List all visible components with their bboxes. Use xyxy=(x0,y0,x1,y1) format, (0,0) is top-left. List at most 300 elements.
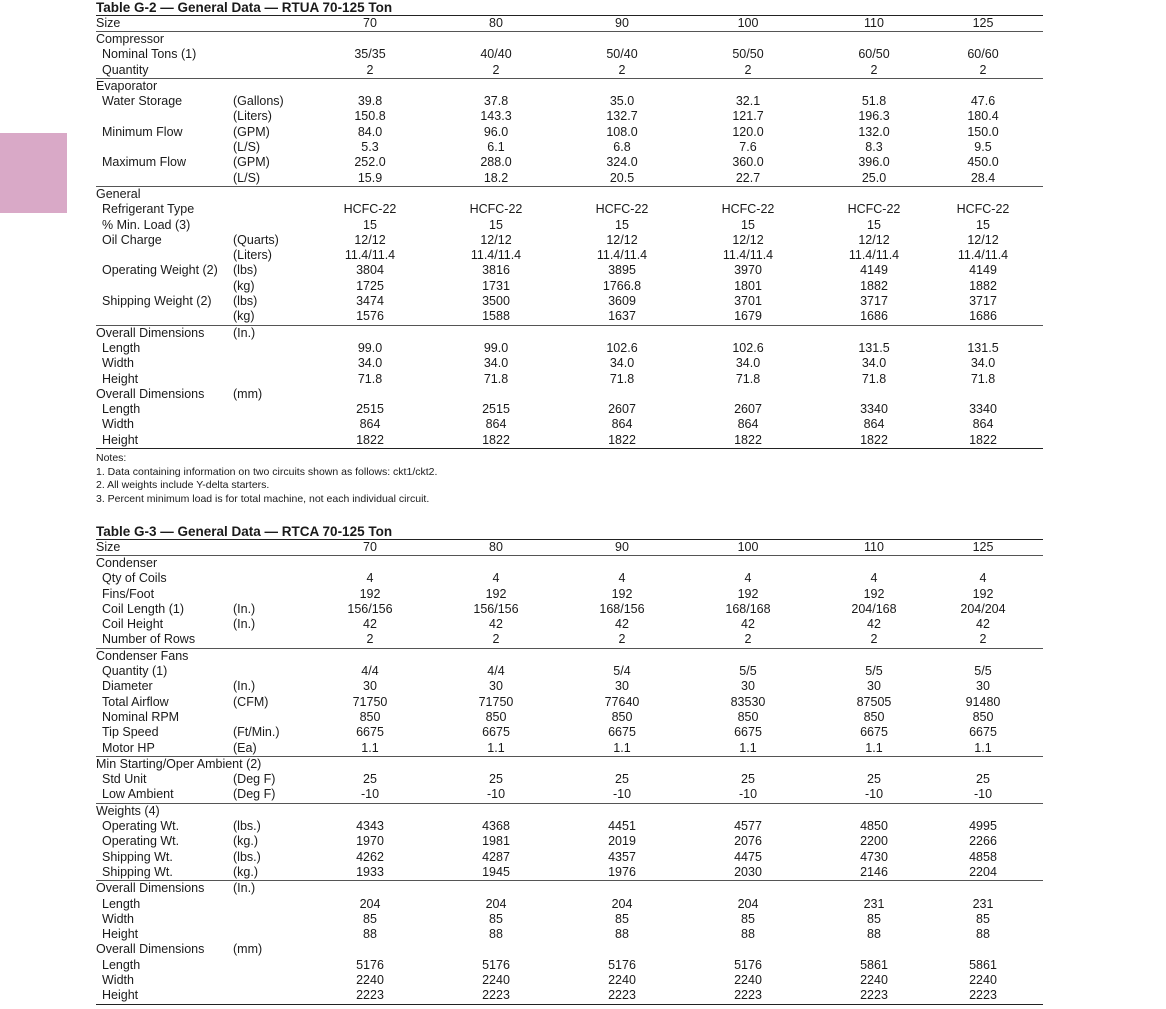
note-item: 3. Percent minimum load is for total machine, not each individual circuit. xyxy=(96,492,430,505)
table-title: Table G-3 — General Data — RTCA 70-125 Ton xyxy=(96,524,393,539)
section-title: Condenser xyxy=(96,556,158,570)
table-row xyxy=(96,865,1043,880)
cell-value: 864 xyxy=(737,417,759,432)
row-unit: (Quarts) xyxy=(233,232,279,247)
table-g2 xyxy=(96,0,1043,449)
cell-value: 2223 xyxy=(734,988,762,1003)
cell-value: 1637 xyxy=(608,309,636,324)
cell-value: 2240 xyxy=(860,973,888,988)
row-label: Operating Wt. xyxy=(102,834,180,849)
cell-value: 1686 xyxy=(860,309,888,324)
table-row xyxy=(96,772,1043,787)
size-header-row xyxy=(96,15,1043,32)
cell-value: 2 xyxy=(979,62,987,77)
cell-value: 85 xyxy=(976,911,990,926)
cell-value: 4149 xyxy=(969,263,997,278)
cell-value: 60/50 xyxy=(858,47,890,62)
table-row xyxy=(96,155,1043,170)
table-row xyxy=(96,279,1043,294)
cell-value: 3816 xyxy=(482,263,510,278)
cell-value: 204 xyxy=(737,896,759,911)
row-label: Shipping Wt. xyxy=(102,864,173,879)
cell-value: 1731 xyxy=(482,278,510,293)
section-title: General xyxy=(96,186,141,201)
cell-value: 231 xyxy=(863,896,885,911)
table-row xyxy=(96,63,1043,78)
cell-value: 85 xyxy=(867,911,881,926)
cell-value: 1725 xyxy=(356,278,384,293)
row-label: Refrigerant Type xyxy=(102,202,195,217)
row-label: Length xyxy=(102,957,141,972)
table-row xyxy=(96,587,1043,602)
cell-value: 32.1 xyxy=(735,94,761,109)
table-row xyxy=(96,109,1043,124)
row-label: Width xyxy=(102,356,134,371)
table-row xyxy=(96,171,1043,186)
cell-value: 204 xyxy=(485,896,507,911)
cell-value: 3340 xyxy=(969,402,997,417)
table-row xyxy=(96,248,1043,263)
cell-value: 156/156 xyxy=(473,601,519,616)
table-row xyxy=(96,695,1043,710)
cell-value: 192 xyxy=(359,586,381,601)
cell-value: 2 xyxy=(744,632,752,647)
cell-value: 12/12 xyxy=(732,232,764,247)
cell-value: 11.4/11.4 xyxy=(344,248,396,263)
row-unit: (kg.) xyxy=(233,864,258,879)
cell-value: HCFC-22 xyxy=(595,202,649,217)
cell-value: 2240 xyxy=(608,973,636,988)
cell-value: 3609 xyxy=(608,294,636,309)
table-row xyxy=(96,834,1043,849)
row-label: Height xyxy=(102,927,139,942)
row-label: Nominal RPM xyxy=(102,709,180,724)
cell-value: 4357 xyxy=(608,849,636,864)
cell-value: 156/156 xyxy=(347,601,393,616)
size-value: 80 xyxy=(489,16,503,30)
cell-value: 12/12 xyxy=(480,232,512,247)
cell-value: 35/35 xyxy=(354,47,386,62)
cell-value: 1576 xyxy=(356,309,384,324)
cell-value: 4262 xyxy=(356,849,384,864)
cell-value: 360.0 xyxy=(732,155,764,170)
row-unit: (L/S) xyxy=(233,140,261,155)
cell-value: 91480 xyxy=(965,694,1001,709)
cell-value: 3500 xyxy=(482,294,510,309)
cell-value: 42 xyxy=(976,617,990,632)
row-unit: (lbs.) xyxy=(233,849,261,864)
cell-value: 96.0 xyxy=(483,124,509,139)
cell-value: 34.0 xyxy=(861,356,887,371)
cell-value: 42 xyxy=(615,617,629,632)
cell-value: 108.0 xyxy=(606,124,638,139)
cell-value: 1.1 xyxy=(361,740,379,755)
cell-value: 5/4 xyxy=(613,664,631,679)
cell-value: 5176 xyxy=(482,957,510,972)
section-header xyxy=(96,803,1043,819)
cell-value: 2266 xyxy=(969,834,997,849)
cell-value: 6675 xyxy=(356,725,384,740)
cell-value: 204/204 xyxy=(960,601,1006,616)
row-label: Quantity (1) xyxy=(102,664,168,679)
row-label: Maximum Flow xyxy=(102,155,187,170)
cell-value: 1882 xyxy=(860,278,888,293)
row-label: Low Ambient xyxy=(102,787,174,802)
cell-value: 12/12 xyxy=(967,232,999,247)
size-value: 70 xyxy=(363,540,377,554)
cell-value: 4 xyxy=(366,571,374,586)
cell-value: 12/12 xyxy=(354,232,386,247)
cell-value: 1822 xyxy=(734,432,762,447)
cell-value: 4730 xyxy=(860,849,888,864)
size-value: 110 xyxy=(864,16,884,30)
section-title: Overall Dimensions xyxy=(96,881,205,896)
cell-value: 11.4/11.4 xyxy=(722,248,774,263)
table-row xyxy=(96,617,1043,632)
cell-value: 850 xyxy=(359,709,381,724)
row-label: Coil Length (1) xyxy=(102,601,184,616)
row-label: Width xyxy=(102,417,134,432)
size-value: 90 xyxy=(615,540,629,554)
cell-value: 2240 xyxy=(969,973,997,988)
cell-value: 204/168 xyxy=(851,601,897,616)
cell-value: 1970 xyxy=(356,834,384,849)
cell-value: 60/60 xyxy=(967,47,999,62)
cell-value: 4577 xyxy=(734,819,762,834)
table-row xyxy=(96,602,1043,617)
cell-value: 3895 xyxy=(608,263,636,278)
table-row xyxy=(96,263,1043,278)
cell-value: 42 xyxy=(363,617,377,632)
cell-value: 168/156 xyxy=(599,601,645,616)
cell-value: 4368 xyxy=(482,819,510,834)
notes xyxy=(96,452,437,506)
cell-value: 2 xyxy=(870,632,878,647)
cell-value: 102.6 xyxy=(732,340,764,355)
cell-value: 88 xyxy=(976,927,990,942)
cell-value: 71.8 xyxy=(357,371,383,386)
size-header-row xyxy=(96,539,1043,556)
cell-value: 30 xyxy=(976,679,990,694)
row-unit: (In.) xyxy=(233,679,256,694)
cell-value: 4858 xyxy=(969,849,997,864)
cell-value: 2 xyxy=(366,62,374,77)
cell-value: 864 xyxy=(611,417,633,432)
cell-value: 9.5 xyxy=(974,140,992,155)
cell-value: 15 xyxy=(741,217,755,232)
table-row xyxy=(96,417,1043,432)
cell-value: HCFC-22 xyxy=(721,202,775,217)
row-label: Coil Height xyxy=(102,617,164,632)
cell-value: 1945 xyxy=(482,864,510,879)
row-unit: (L/S) xyxy=(233,170,261,185)
cell-value: 71750 xyxy=(478,694,514,709)
cell-value: 131.5 xyxy=(858,340,890,355)
cell-value: -10 xyxy=(864,787,884,802)
table-row xyxy=(96,218,1043,233)
table-row xyxy=(96,125,1043,140)
row-label: Width xyxy=(102,911,134,926)
cell-value: 88 xyxy=(615,927,629,942)
cell-value: 25 xyxy=(741,772,755,787)
cell-value: -10 xyxy=(486,787,506,802)
cell-value: 2076 xyxy=(734,834,762,849)
row-unit: (lbs) xyxy=(233,294,258,309)
cell-value: 2019 xyxy=(608,834,636,849)
table-row xyxy=(96,356,1043,371)
row-label: Length xyxy=(102,340,141,355)
cell-value: 5/5 xyxy=(974,664,992,679)
row-unit: (In.) xyxy=(233,601,256,616)
cell-value: 25 xyxy=(489,772,503,787)
cell-value: 15 xyxy=(489,217,503,232)
section-title: Evaporator xyxy=(96,78,158,93)
row-unit: (kg) xyxy=(233,278,255,293)
note-item: 2. All weights include Y-delta starters. xyxy=(96,479,270,492)
cell-value: 2 xyxy=(979,632,987,647)
table-row xyxy=(96,632,1043,647)
table-row xyxy=(96,140,1043,155)
note-item: 1. Data containing information on two circuits shown as follows: ckt1/ckt2. xyxy=(96,465,438,478)
row-unit: (kg.) xyxy=(233,834,258,849)
row-label: Water Storage xyxy=(102,94,183,109)
cell-value: 1981 xyxy=(482,834,510,849)
cell-value: 84.0 xyxy=(357,124,383,139)
table-row xyxy=(96,372,1043,387)
size-value: 110 xyxy=(864,540,884,554)
section-title: Overall Dimensions xyxy=(96,325,205,340)
cell-value: -10 xyxy=(738,787,758,802)
cell-value: 99.0 xyxy=(357,340,383,355)
cell-value: 2204 xyxy=(969,864,997,879)
table-row xyxy=(96,973,1043,988)
cell-value: 35.0 xyxy=(609,94,635,109)
cell-value: 2 xyxy=(492,62,500,77)
cell-value: 2240 xyxy=(482,973,510,988)
cell-value: 396.0 xyxy=(858,155,890,170)
cell-value: 196.3 xyxy=(858,109,890,124)
cell-value: 6675 xyxy=(734,725,762,740)
cell-value: 4287 xyxy=(482,849,510,864)
cell-value: 180.4 xyxy=(967,109,999,124)
cell-value: 2 xyxy=(618,632,626,647)
row-label: Width xyxy=(102,973,134,988)
size-label: Size xyxy=(96,16,121,30)
row-unit: (lbs) xyxy=(233,263,258,278)
cell-value: 5861 xyxy=(860,957,888,972)
cell-value: 204 xyxy=(359,896,381,911)
table-row xyxy=(96,233,1043,248)
section-header xyxy=(96,556,1043,571)
cell-value: 2 xyxy=(744,62,752,77)
section-unit: (In.) xyxy=(233,325,256,340)
table-row xyxy=(96,294,1043,309)
cell-value: 4149 xyxy=(860,263,888,278)
cell-value: 34.0 xyxy=(357,356,383,371)
table-g3 xyxy=(96,524,1043,1005)
cell-value: 1882 xyxy=(969,278,997,293)
cell-value: 4/4 xyxy=(487,664,505,679)
cell-value: 11.4/11.4 xyxy=(470,248,522,263)
cell-value: 11.4/11.4 xyxy=(596,248,648,263)
section-tab-marker xyxy=(0,133,67,213)
cell-value: 1822 xyxy=(860,432,888,447)
cell-value: 5/5 xyxy=(865,664,883,679)
cell-value: 1822 xyxy=(356,432,384,447)
cell-value: 192 xyxy=(972,586,994,601)
cell-value: 450.0 xyxy=(967,155,999,170)
cell-value: 85 xyxy=(489,911,503,926)
cell-value: 6675 xyxy=(482,725,510,740)
row-label: Oil Charge xyxy=(102,232,162,247)
cell-value: 132.0 xyxy=(858,124,890,139)
cell-value: 2223 xyxy=(860,988,888,1003)
section-title: Compressor xyxy=(96,32,165,46)
cell-value: 3804 xyxy=(356,263,384,278)
cell-value: 3717 xyxy=(969,294,997,309)
cell-value: -10 xyxy=(360,787,380,802)
table-row xyxy=(96,664,1043,679)
cell-value: 2223 xyxy=(482,988,510,1003)
cell-value: 2 xyxy=(870,62,878,77)
cell-value: 2 xyxy=(366,632,374,647)
table-bottom-rule xyxy=(96,448,1043,449)
cell-value: 143.3 xyxy=(480,109,512,124)
row-label: Total Airflow xyxy=(102,694,169,709)
cell-value: 4850 xyxy=(860,819,888,834)
cell-value: 2146 xyxy=(860,864,888,879)
row-label: Shipping Wt. xyxy=(102,849,173,864)
cell-value: 8.3 xyxy=(865,140,883,155)
cell-value: 1822 xyxy=(969,432,997,447)
section-header xyxy=(96,880,1043,896)
notes-heading: Notes: xyxy=(96,452,127,464)
size-value: 100 xyxy=(737,16,759,30)
row-label: Std Unit xyxy=(102,772,147,787)
section-header xyxy=(96,78,1043,94)
table-row xyxy=(96,94,1043,109)
cell-value: 30 xyxy=(363,679,377,694)
cell-value: 40/40 xyxy=(480,47,512,62)
row-label: Height xyxy=(102,988,139,1003)
cell-value: 150.0 xyxy=(967,124,999,139)
table-row xyxy=(96,402,1043,417)
row-label: Height xyxy=(102,432,139,447)
section-title: Weights (4) xyxy=(96,803,160,818)
cell-value: 4 xyxy=(492,571,500,586)
cell-value: 252.0 xyxy=(354,155,386,170)
cell-value: 34.0 xyxy=(970,356,996,371)
section-unit: (mm) xyxy=(233,942,263,957)
cell-value: 864 xyxy=(972,417,994,432)
table-row xyxy=(96,958,1043,973)
section-title: Overall Dimensions xyxy=(96,942,205,957)
table-row xyxy=(96,571,1043,586)
section-header xyxy=(96,32,1043,47)
row-label: Shipping Weight (2) xyxy=(102,294,212,309)
cell-value: 102.6 xyxy=(606,340,638,355)
cell-value: 850 xyxy=(611,709,633,724)
cell-value: 71.8 xyxy=(861,371,887,386)
section-header xyxy=(96,756,1043,772)
row-label: % Min. Load (3) xyxy=(102,217,191,232)
cell-value: 22.7 xyxy=(735,170,761,185)
cell-value: 6675 xyxy=(860,725,888,740)
cell-value: 30 xyxy=(489,679,503,694)
cell-value: 192 xyxy=(737,586,759,601)
cell-value: 4 xyxy=(744,571,752,586)
size-value: 100 xyxy=(737,540,759,554)
table-row xyxy=(96,912,1043,927)
cell-value: HCFC-22 xyxy=(343,202,397,217)
cell-value: 71.8 xyxy=(483,371,509,386)
cell-value: 2200 xyxy=(860,834,888,849)
cell-value: 3970 xyxy=(734,263,762,278)
size-value: 80 xyxy=(489,540,503,554)
cell-value: 7.6 xyxy=(739,140,757,155)
cell-value: 6.8 xyxy=(613,140,631,155)
cell-value: 1.1 xyxy=(739,740,757,755)
cell-value: 1686 xyxy=(969,309,997,324)
row-label: Operating Wt. xyxy=(102,819,180,834)
cell-value: 1679 xyxy=(734,309,762,324)
cell-value: 4451 xyxy=(608,819,636,834)
cell-value: 2515 xyxy=(482,402,510,417)
section-header xyxy=(96,325,1043,341)
cell-value: 50/50 xyxy=(732,47,764,62)
cell-value: 150.8 xyxy=(354,109,386,124)
cell-value: 1976 xyxy=(608,864,636,879)
section-header xyxy=(96,942,1043,957)
cell-value: HCFC-22 xyxy=(847,202,901,217)
table-row xyxy=(96,341,1043,356)
cell-value: 1588 xyxy=(482,309,510,324)
cell-value: 15 xyxy=(976,217,990,232)
row-label: Operating Weight (2) xyxy=(102,263,218,278)
cell-value: 1933 xyxy=(356,864,384,879)
cell-value: 12/12 xyxy=(858,232,890,247)
cell-value: 288.0 xyxy=(480,155,512,170)
cell-value: 5/5 xyxy=(739,664,757,679)
cell-value: 15.9 xyxy=(357,170,383,185)
table-row xyxy=(96,850,1043,865)
table-row xyxy=(96,787,1043,802)
cell-value: 1822 xyxy=(608,432,636,447)
row-label: Fins/Foot xyxy=(102,586,155,601)
cell-value: 1.1 xyxy=(613,740,631,755)
cell-value: 99.0 xyxy=(483,340,509,355)
table-row xyxy=(96,819,1043,834)
cell-value: 864 xyxy=(863,417,885,432)
cell-value: 2223 xyxy=(608,988,636,1003)
table-row xyxy=(96,988,1043,1003)
cell-value: 6675 xyxy=(608,725,636,740)
cell-value: 4995 xyxy=(969,819,997,834)
cell-value: 15 xyxy=(867,217,881,232)
cell-value: 85 xyxy=(741,911,755,926)
table-row xyxy=(96,725,1043,740)
cell-value: 2240 xyxy=(356,973,384,988)
cell-value: 4475 xyxy=(734,849,762,864)
cell-value: 1.1 xyxy=(487,740,505,755)
cell-value: 850 xyxy=(485,709,507,724)
cell-value: 131.5 xyxy=(967,340,999,355)
row-label: Diameter xyxy=(102,679,153,694)
row-unit: (lbs.) xyxy=(233,819,261,834)
cell-value: 2515 xyxy=(356,402,384,417)
cell-value: 5176 xyxy=(734,957,762,972)
cell-value: 120.0 xyxy=(732,124,764,139)
